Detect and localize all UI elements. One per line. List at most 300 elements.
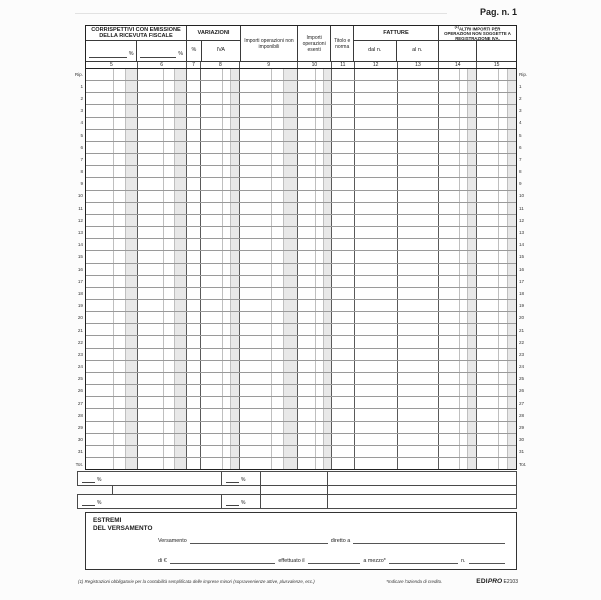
- effettuato-il-blank: [308, 562, 361, 564]
- entry-cell: [355, 276, 398, 287]
- entry-cell: [240, 288, 298, 299]
- entry-cell: [240, 276, 298, 287]
- table-row: [86, 385, 516, 397]
- entry-cell: [332, 178, 355, 189]
- rate-blank-line: [89, 53, 127, 58]
- estremi-title-line2: DEL VERSAMENTO: [93, 525, 153, 532]
- form-code: E2103: [503, 579, 518, 585]
- entry-cell: [355, 422, 398, 433]
- entry-cell: [240, 251, 298, 262]
- entry-cell: [138, 203, 187, 214]
- entry-cell: [477, 227, 516, 238]
- entry-cell: [355, 142, 398, 153]
- entry-cell: [439, 118, 477, 129]
- entry-cell: [298, 166, 332, 177]
- entry-cell: [332, 434, 355, 445]
- table-row: [86, 215, 516, 227]
- table-row: [86, 105, 516, 117]
- entry-cell: [439, 434, 477, 445]
- entry-cell: [477, 349, 516, 360]
- entry-cell: [332, 312, 355, 323]
- entry-cell: [398, 361, 440, 372]
- entry-cell: [201, 239, 240, 250]
- entry-cell: [332, 118, 355, 129]
- entry-cell: [187, 300, 202, 311]
- entry-cell: [298, 178, 332, 189]
- entry-cell: [477, 434, 516, 445]
- entry-cell: [477, 69, 516, 80]
- entry-cell: [138, 434, 187, 445]
- row-number: Rip.: [519, 71, 528, 77]
- entry-cell: [138, 251, 187, 262]
- entry-cell: [355, 81, 398, 92]
- entry-cell: [138, 361, 187, 372]
- entry-cell: [355, 336, 398, 347]
- entry-cell: [138, 397, 187, 408]
- entry-cell: [240, 166, 298, 177]
- entry-cell: [355, 69, 398, 80]
- entry-cell: [355, 446, 398, 457]
- table-row: [86, 130, 516, 142]
- entry-cell: [86, 361, 138, 372]
- entry-cell: [138, 336, 187, 347]
- entry-cell: [439, 203, 477, 214]
- row-number: 6: [80, 144, 83, 150]
- row-number: 28: [77, 412, 83, 418]
- entry-cell: [355, 239, 398, 250]
- row-number: 19: [77, 303, 83, 309]
- entry-cell: [240, 264, 298, 275]
- row-number: 14: [519, 242, 525, 248]
- entry-cell: [240, 142, 298, 153]
- entry-cell: [298, 397, 332, 408]
- entry-cell: [201, 276, 240, 287]
- row-number: 23: [519, 351, 525, 357]
- entry-cell: [187, 191, 202, 202]
- entry-cell: [187, 239, 202, 250]
- entry-cell: [240, 105, 298, 116]
- entry-cell: [138, 118, 187, 129]
- n-label: n.: [461, 558, 466, 564]
- entry-cell: [240, 422, 298, 433]
- row-number: 15: [519, 254, 525, 260]
- entry-cell: [477, 118, 516, 129]
- totals-section: [77, 471, 517, 509]
- row-number: 3: [519, 108, 522, 114]
- row-number: 9: [519, 181, 522, 187]
- entry-cell: [201, 178, 240, 189]
- table-row: [86, 118, 516, 130]
- entry-cell: [201, 118, 240, 129]
- entry-cell: [439, 397, 477, 408]
- table-row: [86, 154, 516, 166]
- entry-cell: [86, 264, 138, 275]
- entry-cell: [332, 385, 355, 396]
- entry-cell: [138, 191, 187, 202]
- entry-cell: [398, 409, 440, 420]
- table-row: [86, 300, 516, 312]
- entry-cell: [298, 154, 332, 165]
- entry-cell: [332, 288, 355, 299]
- row-number: 13: [77, 230, 83, 236]
- estremi-box: [85, 512, 517, 570]
- rate-blank-cell-5: [86, 41, 137, 61]
- entry-cell: [201, 434, 240, 445]
- entry-cell: [355, 154, 398, 165]
- entry-cell: [86, 142, 138, 153]
- entry-cell: [298, 288, 332, 299]
- entry-cell: [477, 409, 516, 420]
- totals-middle-row: [77, 485, 517, 495]
- entry-cell: [355, 300, 398, 311]
- entry-cell: [187, 105, 202, 116]
- totals-long-cell: [327, 494, 517, 509]
- totals-empty-cell: [260, 471, 328, 486]
- entry-cell: [439, 385, 477, 396]
- table-row: [86, 166, 516, 178]
- row-number: 23: [77, 351, 83, 357]
- entry-cell: [398, 349, 440, 360]
- entry-cell: [298, 264, 332, 275]
- row-number: 11: [78, 205, 83, 211]
- entry-cell: [138, 409, 187, 420]
- percent-sign: %: [241, 477, 246, 483]
- entry-cell: [477, 93, 516, 104]
- entry-cell: [439, 349, 477, 360]
- entry-cell: [298, 434, 332, 445]
- entry-cell: [240, 324, 298, 335]
- entry-cell: [477, 336, 516, 347]
- entry-cell: [298, 324, 332, 335]
- row-number: 19: [519, 303, 525, 309]
- row-number: 25: [77, 376, 83, 382]
- entry-cell: [398, 446, 440, 457]
- entry-cell: [298, 191, 332, 202]
- entry-cell: [298, 239, 332, 250]
- row-number: 20: [519, 315, 525, 321]
- entry-cell: [439, 130, 477, 141]
- entry-cell: [201, 154, 240, 165]
- entry-cell: [86, 288, 138, 299]
- entry-cell: [86, 178, 138, 189]
- entry-cell: [240, 458, 298, 469]
- entry-cell: [138, 288, 187, 299]
- entry-cell: [86, 215, 138, 226]
- entry-cell: [201, 446, 240, 457]
- entry-cell: [332, 154, 355, 165]
- entry-cell: [477, 264, 516, 275]
- diretto-a-label: diretto a: [330, 538, 351, 544]
- entry-cell: [298, 446, 332, 457]
- entry-cell: [201, 458, 240, 469]
- entry-cell: [477, 142, 516, 153]
- entry-cell: [398, 154, 440, 165]
- entry-cell: [298, 349, 332, 360]
- row-number: Tot.: [519, 461, 527, 467]
- entry-cell: [86, 118, 138, 129]
- entry-cell: [86, 385, 138, 396]
- page-footer: [78, 578, 518, 585]
- column-number: 6: [138, 62, 187, 68]
- table-body: [86, 69, 516, 469]
- entry-cell: [298, 276, 332, 287]
- entry-cell: [240, 81, 298, 92]
- entry-cell: [187, 118, 202, 129]
- effettuato-il-label: effettuato il: [278, 558, 305, 564]
- table-row: [86, 93, 516, 105]
- entry-cell: [355, 118, 398, 129]
- entry-cell: [138, 142, 187, 153]
- entry-cell: [477, 422, 516, 433]
- entry-cell: [477, 300, 516, 311]
- entry-cell: [332, 81, 355, 92]
- entry-cell: [201, 105, 240, 116]
- entry-cell: [298, 105, 332, 116]
- entry-cell: [298, 251, 332, 262]
- table-row: [86, 264, 516, 276]
- page-number: Pag. n. 1: [479, 7, 517, 17]
- row-number: 27: [519, 400, 525, 406]
- entry-cell: [398, 203, 440, 214]
- entry-cell: [355, 178, 398, 189]
- row-number: 22: [519, 339, 525, 345]
- header-cell-titolo-norma: Titolo e norma: [331, 26, 354, 61]
- rate-blank-line: [226, 502, 239, 506]
- rate-blank-line: [226, 479, 239, 483]
- entry-cell: [477, 105, 516, 116]
- entry-cell: [332, 349, 355, 360]
- entry-cell: [240, 385, 298, 396]
- totals-row-1: [77, 471, 517, 486]
- entry-cell: [398, 130, 440, 141]
- entry-cell: [86, 336, 138, 347]
- entry-cell: [439, 154, 477, 165]
- row-number: 17: [519, 278, 525, 284]
- entry-cell: [477, 397, 516, 408]
- entry-cell: [240, 300, 298, 311]
- entry-cell: [398, 166, 440, 177]
- entry-cell: [138, 324, 187, 335]
- entry-cell: [477, 178, 516, 189]
- entry-cell: [332, 105, 355, 116]
- entry-cell: [477, 288, 516, 299]
- entry-cell: [187, 215, 202, 226]
- entry-cell: [439, 288, 477, 299]
- entry-cell: [398, 178, 440, 189]
- entry-cell: [201, 300, 240, 311]
- entry-cell: [439, 458, 477, 469]
- totals-empty-cell: [260, 485, 328, 495]
- entry-cell: [240, 191, 298, 202]
- entry-cell: [187, 251, 202, 262]
- entry-cell: [398, 69, 440, 80]
- entry-cell: [138, 215, 187, 226]
- entry-cell: [439, 191, 477, 202]
- register-table: [75, 25, 531, 470]
- entry-cell: [332, 251, 355, 262]
- entry-cell: [240, 215, 298, 226]
- row-number: 24: [519, 364, 525, 370]
- entry-cell: [187, 397, 202, 408]
- entry-cell: [398, 397, 440, 408]
- entry-cell: [355, 288, 398, 299]
- row-number: 25: [519, 376, 525, 382]
- entry-cell: [477, 166, 516, 177]
- n-blank: [469, 562, 505, 564]
- entry-cell: [187, 446, 202, 457]
- entry-cell: [398, 105, 440, 116]
- entry-cell: [355, 203, 398, 214]
- entry-cell: [201, 203, 240, 214]
- entry-cell: [86, 191, 138, 202]
- entry-cell: [398, 312, 440, 323]
- entry-cell: [332, 336, 355, 347]
- entry-cell: [355, 324, 398, 335]
- entry-cell: [298, 130, 332, 141]
- entry-cell: [355, 264, 398, 275]
- entry-cell: [187, 409, 202, 420]
- row-number: 30: [77, 437, 83, 443]
- entry-cell: [187, 203, 202, 214]
- entry-cell: [355, 93, 398, 104]
- entry-cell: [298, 69, 332, 80]
- entry-cell: [439, 300, 477, 311]
- entry-cell: [187, 336, 202, 347]
- row-number: 21: [77, 327, 83, 333]
- connector-line: [112, 485, 113, 495]
- entry-cell: [332, 458, 355, 469]
- header-cell-14: [439, 41, 477, 61]
- row-number: 18: [77, 290, 83, 296]
- entry-cell: [332, 69, 355, 80]
- entry-cell: [477, 81, 516, 92]
- row-number: 6: [519, 144, 522, 150]
- table-row: [86, 336, 516, 348]
- entry-cell: [187, 166, 202, 177]
- entry-cell: [86, 239, 138, 250]
- entry-cell: [187, 324, 202, 335]
- entry-cell: [86, 373, 138, 384]
- entry-cell: [355, 385, 398, 396]
- entry-cell: [332, 264, 355, 275]
- table-row: [86, 349, 516, 361]
- header-cell-dal-n: dal n.: [354, 41, 397, 61]
- entry-cell: [240, 227, 298, 238]
- entry-cell: [201, 409, 240, 420]
- entry-cell: [86, 324, 138, 335]
- header-cell-15: [477, 41, 516, 61]
- row-number: 8: [80, 169, 83, 175]
- entry-cell: [86, 251, 138, 262]
- entry-cell: [187, 69, 202, 80]
- table-row: [86, 288, 516, 300]
- row-number: 21: [519, 327, 525, 333]
- entry-cell: [240, 203, 298, 214]
- entry-cell: [86, 154, 138, 165]
- entry-cell: [187, 142, 202, 153]
- entry-cell: [332, 276, 355, 287]
- entry-cell: [138, 312, 187, 323]
- entry-cell: [439, 264, 477, 275]
- table-row: [86, 324, 516, 336]
- entry-cell: [201, 422, 240, 433]
- entry-cell: [439, 336, 477, 347]
- entry-cell: [187, 349, 202, 360]
- row-number: 17: [77, 278, 83, 284]
- entry-cell: [439, 227, 477, 238]
- row-number: Rip.: [74, 71, 83, 77]
- estremi-title-line1: ESTREMI: [93, 517, 122, 524]
- entry-cell: [86, 349, 138, 360]
- row-number: 29: [519, 425, 525, 431]
- publisher-logo: EDIPRO E2103: [476, 578, 518, 585]
- totals-row-2: [77, 494, 517, 509]
- entry-cell: [201, 312, 240, 323]
- entry-cell: [398, 264, 440, 275]
- row-number: 13: [519, 230, 525, 236]
- table-row: [86, 409, 516, 421]
- entry-cell: [187, 93, 202, 104]
- entry-cell: [477, 373, 516, 384]
- entry-cell: [298, 215, 332, 226]
- group-altri-importi-title: $^{(1)}$ALTRI IMPORTI PER OPERAZIONI NON SOGGETTE A REGISTRAZIONE IVA.: [439, 26, 516, 41]
- group-corrispettivi: [86, 26, 187, 61]
- entry-cell: [240, 118, 298, 129]
- entry-cell: [332, 166, 355, 177]
- entry-cell: [332, 361, 355, 372]
- entry-cell: [355, 251, 398, 262]
- entry-cell: [398, 385, 440, 396]
- entry-cell: [138, 349, 187, 360]
- rate-blank-cell-6: [137, 41, 186, 61]
- row-number: Tot.: [75, 461, 83, 467]
- column-number: 12: [355, 62, 398, 68]
- entry-cell: [439, 361, 477, 372]
- entry-cell: [439, 105, 477, 116]
- entry-cell: [86, 166, 138, 177]
- entry-cell: [187, 276, 202, 287]
- row-number: 10: [77, 193, 83, 199]
- entry-cell: [201, 227, 240, 238]
- table-row: [86, 434, 516, 446]
- entry-cell: [201, 373, 240, 384]
- entry-cell: [138, 178, 187, 189]
- table-row: [86, 142, 516, 154]
- entry-cell: [201, 361, 240, 372]
- entry-cell: [240, 130, 298, 141]
- entry-cell: [477, 154, 516, 165]
- entry-cell: [355, 458, 398, 469]
- entry-cell: [298, 422, 332, 433]
- table-row: [86, 203, 516, 215]
- entry-cell: [201, 93, 240, 104]
- group-fatture: [354, 26, 439, 61]
- column-number: 7: [187, 62, 202, 68]
- entry-cell: [201, 81, 240, 92]
- entry-cell: [138, 105, 187, 116]
- group-variazioni: [187, 26, 241, 61]
- table-row: [86, 373, 516, 385]
- entry-cell: [298, 227, 332, 238]
- column-number: 14: [439, 62, 477, 68]
- entry-cell: [298, 93, 332, 104]
- row-number: 1: [80, 83, 83, 89]
- entry-cell: [138, 276, 187, 287]
- table-row: [86, 276, 516, 288]
- row-number: 16: [519, 266, 525, 272]
- entry-cell: [201, 397, 240, 408]
- table-row: [86, 361, 516, 373]
